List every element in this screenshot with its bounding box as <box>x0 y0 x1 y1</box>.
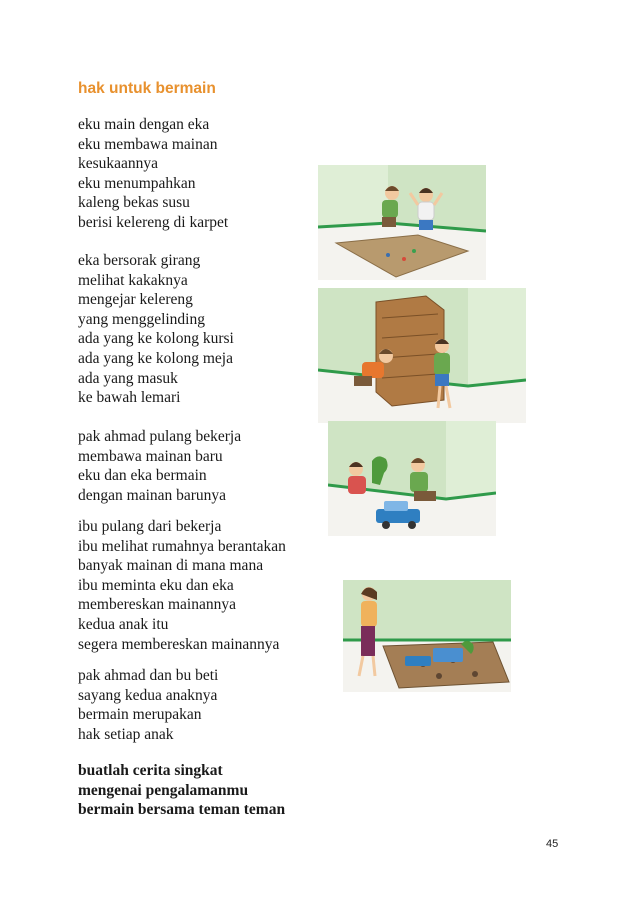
poem-line: dengan mainan barunya <box>78 486 227 504</box>
poem-line: kesukaannya <box>78 155 159 173</box>
poem-line: segera membereskan mainannya <box>78 635 280 653</box>
illustration-new-toys <box>328 421 496 536</box>
poem-line: hak setiap anak <box>78 725 174 743</box>
poem-line: eku membawa mainan <box>78 135 218 153</box>
poem-line: mengejar kelereng <box>78 291 193 309</box>
poem-line: kaleng bekas susu <box>78 194 190 212</box>
stanza-2 <box>78 251 234 408</box>
poem-line: membawa mainan baru <box>78 447 223 465</box>
poem-line: ada yang ke kolong kursi <box>78 330 234 348</box>
poem-line: yang menggelinding <box>78 310 205 328</box>
poem-line: eku dan eka bermain <box>78 467 207 485</box>
poem-line: bermain merupakan <box>78 706 202 724</box>
page-title: hak untuk bermain <box>78 80 216 97</box>
poem-line: banyak mainan di mana mana <box>78 557 264 575</box>
poem-line: pak ahmad pulang bekerja <box>78 428 242 445</box>
poem-line: kedua anak itu <box>78 615 169 633</box>
stanza-3 <box>78 427 241 505</box>
stanza-5 <box>78 666 218 744</box>
poem-line: ibu meminta eku dan eka <box>78 576 234 594</box>
stanza-4 <box>78 517 286 654</box>
illustration-chasing-marbles <box>318 288 526 423</box>
task-line: mengenai pengalamanmu <box>78 781 249 799</box>
task-instruction <box>78 761 285 820</box>
poem-line: melihat kakaknya <box>78 271 188 289</box>
illustration-mother-tidy <box>343 580 511 692</box>
poem-line: sayang kedua anaknya <box>78 686 218 704</box>
poem-line: ada yang masuk <box>78 369 178 387</box>
poem-line: eka bersorak girang <box>78 252 201 269</box>
poem-line: membereskan mainannya <box>78 596 236 614</box>
page-number: 45 <box>546 838 559 850</box>
poem-line: pak ahmad dan bu beti <box>78 667 219 684</box>
poem-line: eku main dengan eka <box>78 116 210 133</box>
task-line: bermain bersama teman teman <box>78 801 286 819</box>
poem-line: ibu pulang dari bekerja <box>78 518 222 535</box>
illustration-marbles-on-carpet <box>318 165 486 280</box>
poem-line: berisi kelereng di karpet <box>78 213 229 231</box>
poem-line: ibu melihat rumahnya berantakan <box>78 537 286 555</box>
poem-line: ada yang ke kolong meja <box>78 349 233 367</box>
task-line: buatlah cerita singkat <box>78 762 223 779</box>
poem-line: ke bawah lemari <box>78 389 181 407</box>
poem-line: eku menumpahkan <box>78 174 196 192</box>
stanza-1 <box>78 115 228 233</box>
